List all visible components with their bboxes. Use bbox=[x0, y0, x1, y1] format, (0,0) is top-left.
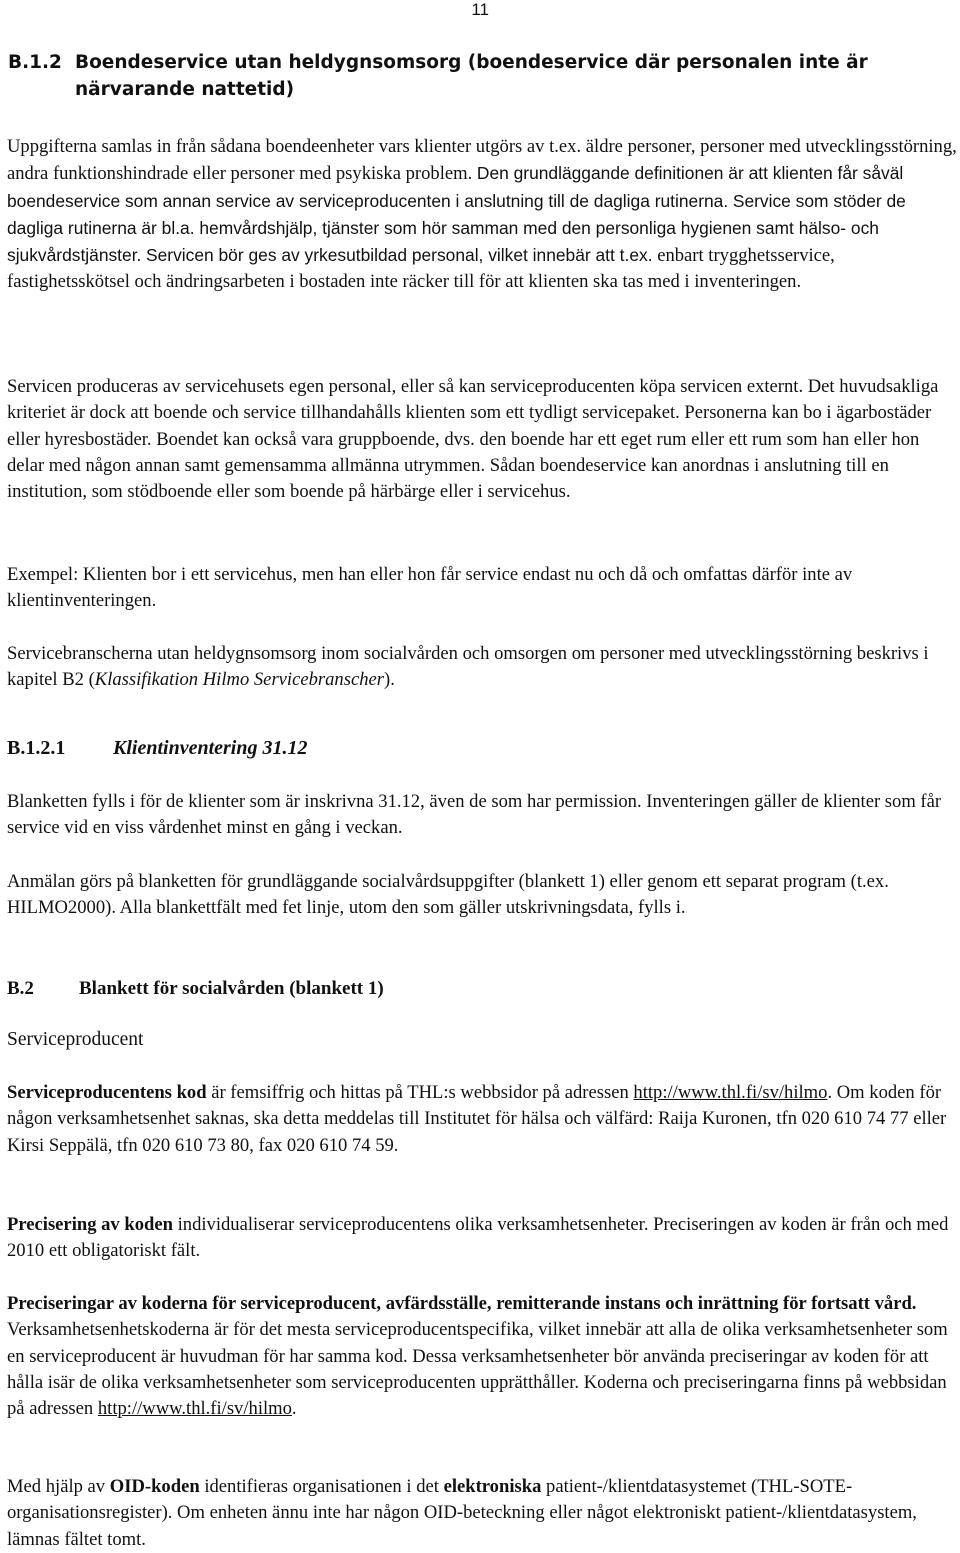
serviceproducent-heading: Serviceproducent bbox=[7, 1029, 144, 1050]
subsection-number: B.1.2.1 bbox=[7, 737, 66, 759]
paragraph-oid-code: Med hjälp av OID-koden identifieras organisationen i det elektroniska patient-/klientdatasystemet (THL-SOTE-organisationsregister). Om enheten ännu inte har någon OID-beteckning eller något elektroniskt patient-/klientdatasystem, lämnas fältet tomt. bbox=[7, 1476, 917, 1550]
paragraph-scope-staff: Servicen bör ges av yrkesutbildad personal, vilket innebär att t.ex. bbox=[146, 245, 653, 266]
paragraph-scope bbox=[7, 134, 957, 296]
thl-hilmo-link-2[interactable]: http://www.thl.fi/sv/hilmo bbox=[97, 1398, 292, 1420]
paragraph-code-specification: Precisering av koden individualiserar serviceproducentens olika verksamhetsenheter. Preciseringen av koden är från och med 2010 ett obligatoriskt fält. bbox=[7, 1214, 949, 1262]
subsection-title: Klientinventering 31.12 bbox=[113, 737, 308, 759]
term-oid-code: OID-koden bbox=[109, 1476, 200, 1497]
section-heading bbox=[8, 49, 908, 103]
term-code-specifications: Preciseringar av koderna för serviceproducent, avfärdsställe, remitterande instans och inrättning för fortsatt vård. bbox=[7, 1293, 917, 1314]
page-number: 11 bbox=[471, 0, 489, 19]
paragraph-producer-code: Serviceproducentens kod är femsiffrig och hittas på THL:s webbsidor på adressen http://www.thl.fi/sv/hilmo. Om koden för någon verksamhetsenhet saknas, ska detta meddelas till Institutet för hälsa och välfärd: Raija Kuronen, tfn 020 610 74 77 eller Kirsi Seppälä, tfn 020 610 73 80, fax 020 610 74 59. bbox=[7, 1082, 947, 1156]
section-number: B.1.2 bbox=[8, 52, 62, 73]
thl-hilmo-link[interactable]: http://www.thl.fi/sv/hilmo bbox=[633, 1082, 828, 1103]
form-section-title: Blankett för socialvården (blankett 1) bbox=[79, 978, 384, 999]
form-section-heading bbox=[7, 976, 384, 1002]
paragraph-code-specifications: Preciseringar av koderna för serviceproducent, avfärdsställe, remitterande instans och inrättning för fortsatt vård. Verksamhetsenhetskoderna är för det mesta serviceproducentspecifika, vilket innebär att alla de olika verksamhetsenheter som en serviceproducent är huvudman för har samma kod. Dessa verksamhetsenheter bör använda preciseringar av koden för att hålla isär de olika verksamhetsenheter som serviceproducenten upprätthåller. Koderna och preciseringarna finns på webbsidan på adressen http://www.thl.fi/sv/hilmo. bbox=[7, 1293, 948, 1420]
paragraph-form-submission: Anmälan görs på blanketten för grundläggande socialvårdsuppgifter (blankett 1) eller genom ett separat program (t.ex. HILMO2000). Alla blankettfält med fet linje, utom den som gäller utskrivningsdata, fylls i. bbox=[7, 871, 889, 919]
paragraph-production: Servicen produceras av servicehusets egen personal, eller så kan serviceproducenten köpa servicen externt. Det huvudsakliga kriteriet är dock att boende och service tillhandahålls klienten som ett tydligt servicepaket. Personerna kan bo i ägarbostäder eller hyresbostäder. Boendet kan också vara gruppboende, dvs. den boende har ett eget rum eller ett rum som han eller hon delar med någon annan samt gemensamma allmänna utrymmen. Sådan boendeservice kan anordnas i anslutning till en institution, som stödboende eller som boende på härbärge eller i servicehus. bbox=[7, 376, 939, 503]
paragraph-scope-definition: Den grundläggande definitionen är att klienten får såväl boendeservice som annan service av serviceproducenten i anslutning till de dagliga rutinerna. bbox=[7, 163, 904, 211]
form-section-number: B.2 bbox=[7, 978, 34, 999]
section-title: Boendeservice utan heldygnsomsorg (boendeservice där personalen inte är närvarande nattetid) bbox=[75, 52, 868, 100]
paragraph-scope-intro: Uppgifterna samlas in från sådana boendeenheter vars klienter utgörs av t.ex. äldre personer, personer med utvecklingsstörning, andra funktionshindrade eller personer med psykiska problem. bbox=[7, 136, 957, 185]
term-producer-code: Serviceproducentens kod bbox=[7, 1082, 207, 1103]
paragraph-scope-exclusion: enbart trygghetsservice, fastighetsskötsel och ändringsarbeten i bostaden inte räcker till för att klienten ska tas med i inventeringen. bbox=[7, 245, 835, 293]
classification-reference: Klassifikation Hilmo Servicebranscher bbox=[94, 669, 384, 691]
term-electronic: elektroniska bbox=[443, 1476, 542, 1497]
paragraph-branches: Servicebranscherna utan heldygnsomsorg inom socialvården och omsorgen om personer med utvecklingsstörning beskrivs i kapitel B2 (Klassifikation Hilmo Servicebranscher). bbox=[7, 643, 929, 691]
paragraph-scope-examples: Service som stöder de dagliga rutinerna är bl.a. hemvårdshjälp, tjänster som hör samman med den personliga hygienen samt hälso- och sjukvårdstjänster. bbox=[7, 190, 906, 266]
paragraph-form-scope: Blanketten fylls i för de klienter som är inskrivna 31.12, även de som har permission. Inventeringen gäller de klienter som får service vid en viss vårdenhet minst en gång i veckan. bbox=[7, 791, 942, 839]
subsection-heading bbox=[7, 735, 307, 761]
paragraph-example: Exempel: Klienten bor i ett servicehus, men han eller hon får service endast nu och då och omfattas därför inte av klientinventeringen. bbox=[7, 564, 853, 612]
term-code-specification: Precisering av koden bbox=[7, 1214, 173, 1235]
